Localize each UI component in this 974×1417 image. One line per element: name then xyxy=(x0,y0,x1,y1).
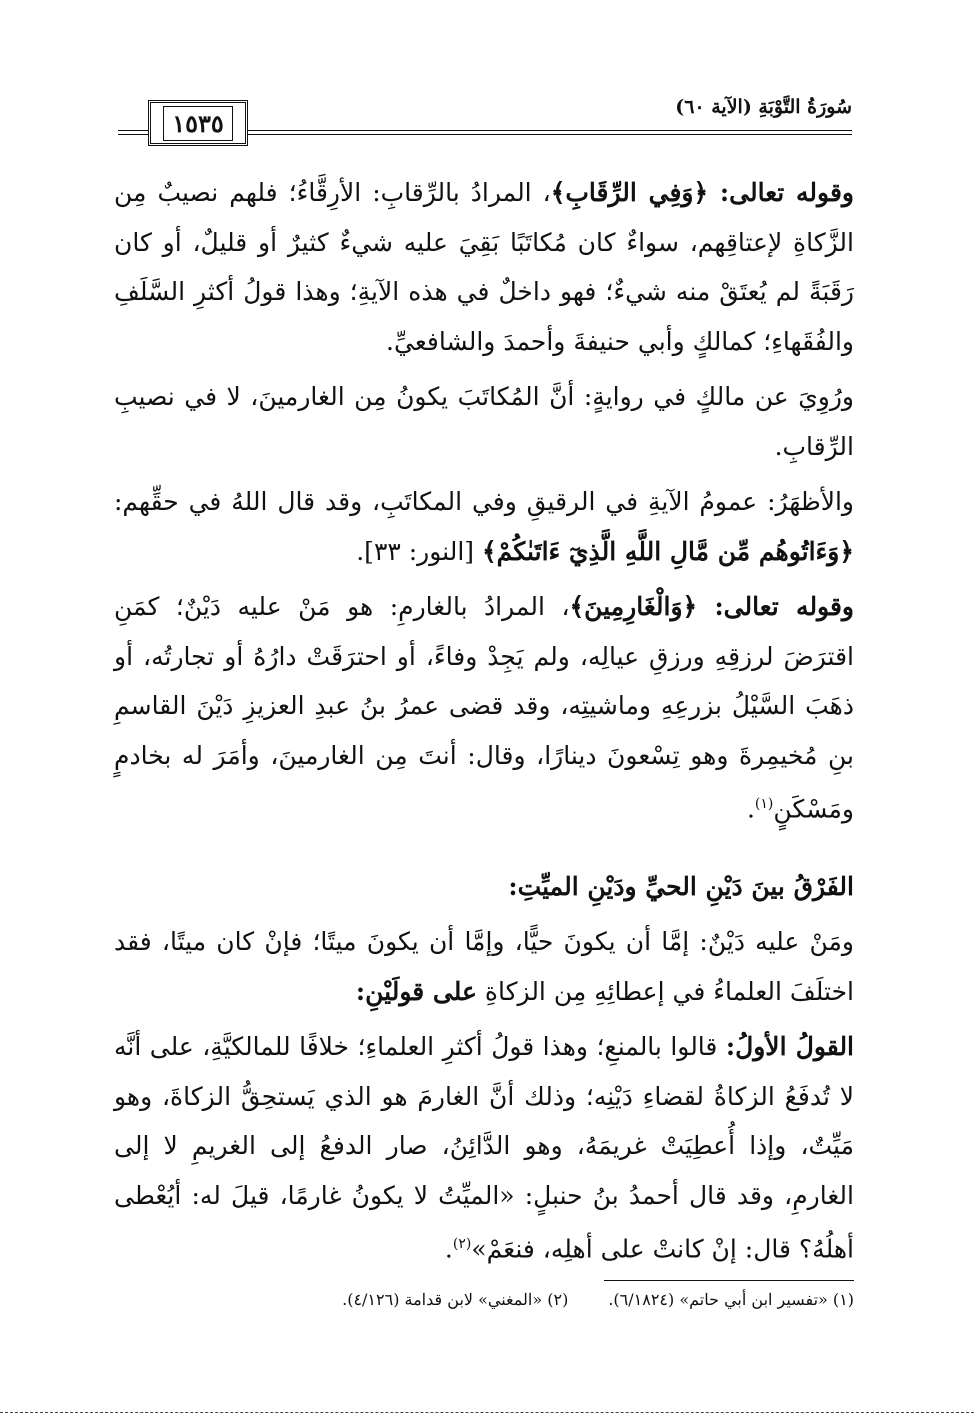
page-number-frame xyxy=(148,100,248,146)
main-text xyxy=(114,168,854,1280)
page-header xyxy=(118,96,852,146)
paragraph-text: ومَنْ عليه دَيْنٌ: إمَّا أن يكونَ حيًّا، وإمَّا أن يكونَ ميتًا؛ فإنْ كان ميتًا، فقد اختلَفَ العلماءُ في إعطائِهِ مِن الزكاةِ xyxy=(114,927,854,1006)
footnote-2: (٢) «المغني» لابن قدامة (٤/١٢٦). xyxy=(342,1290,569,1309)
bold-phrase: على قولَيْنِ: xyxy=(355,976,477,1006)
page-number: ١٥٣٥ xyxy=(163,106,233,141)
punctuation: . xyxy=(444,1234,453,1264)
paragraph-riqab xyxy=(114,168,854,366)
quran-quote: ﴿وَءَاتُوهُم مِّن مَّالِ اللَّهِ الَّذِيٓ ءَاتَىٰكُمْ﴾ xyxy=(481,536,854,566)
footnote-marker: (١) xyxy=(754,796,774,812)
opinion-label: القولُ الأولُ: xyxy=(725,1032,855,1062)
quran-reference: [النور: ٣٣]. xyxy=(356,536,475,566)
paragraph-text: ، المرادُ بالغارمِ: هو مَنْ عليه دَيْنٌ؛ كمَنِ اقترَضَ لرزقِهِ ورزقِ عيالِه، ولم يَجِدْ وفاءً، أو احترَقَتْ دارُهُ أو تجارتُه، أو ذهَبَ السَّيْلُ بزرعِهِ وماشيتِه، وقد قضى عمرُ بنُ عبدِ العزيزِ دَيْنَ القاسمِ بنِ مُخيمِرةَ وهو تِسْعونَ دينارًا، وقال: أنتَ مِن الغارمينَ، وأمَرَ له بخادمٍ ومَسْكَنٍ xyxy=(114,592,854,824)
section-heading: الفَرْقُ بينَ دَيْنِ الحيِّ ودَيْنِ الميِّتِ: xyxy=(508,871,854,901)
paragraph-text: قالوا بالمنعِ؛ وهذا قولُ أكثرِ العلماءِ؛ خلافًا للمالكيَّةِ، على أنَّه لا تُدفَعُ الزكاةُ لقضاءِ دَيْنِه؛ وذلك أنَّ الغارمَ هو الذي يَستحِقُّ الزكاةَ، وهو مَيِّتٌ، وإذا أُعطِيَتْ غريمَهُ، وهو الدَّائِنُ، صار الدفعُ إلى الغريمِ لا إلى الغارمِ، وقد قال أحمدُ بنُ حنبلٍ: «الميِّتُ لا يكونُ غارمًا، قيلَ له: أيُعْطى أهلُهُ؟ قال: إنْ كانتْ على أهلِه، فنعَمْ» xyxy=(114,1032,854,1264)
paragraph-text: ، المرادُ بالرِّقابِ: الأرِقَّاءُ؛ فلهم نصيبٌ مِن الزَّكاةِ لإعتاقِهم، سواءٌ كان مُكاتَبًا بَقِيَ عليه شيءٌ كثيرٌ أو قليلٌ، أو كان رَقَبَةً لم يُعتَقْ منه شيءٌ؛ فهو داخلٌ في هذه الآيةِ؛ وهذا قولُ أكثرِ السَّلَفِ والفُقَهاءِ؛ كمالكٍ وأبي حنيفةَ وأحمدَ والشافعيِّ. xyxy=(114,178,854,356)
footnote-1: (١) «تفسير ابن أبي حاتم» (٦/١٨٢٤). xyxy=(608,1290,854,1309)
paragraph-text: والأظهَرُ: عمومُ الآيةِ في الرقيقِ وفي المكاتَبِ، وقد قال اللهُ في حقِّهم: xyxy=(114,487,854,516)
paragraph-preferred-view xyxy=(114,477,854,576)
scan-edge-line xyxy=(0,1412,974,1413)
paragraph-living-dead xyxy=(114,917,854,1016)
paragraph-text: ورُوِيَ عن مالكٍ في روايةٍ: أنَّ المُكاتَبَ يكونُ مِن الغارمينَ، لا في نصيبِ الرِّقابِ. xyxy=(114,382,854,461)
paragraph-gharimin xyxy=(114,582,854,834)
verse-lead: وقوله تعالى: ﴿وَفِي الرِّقَابِ﴾ xyxy=(550,178,854,207)
footnotes xyxy=(114,1290,854,1309)
footnote-divider xyxy=(604,1280,854,1281)
verse-lead: وقوله تعالى: ﴿وَالْغَارِمِينَ﴾ xyxy=(569,592,855,621)
footnote-marker: (٢) xyxy=(452,1236,472,1253)
paragraph-malik-narration xyxy=(114,372,854,471)
punctuation: . xyxy=(746,794,755,824)
surah-title: سُورَةُ التَّوْبَةِ (الآية ٦٠) xyxy=(665,96,852,118)
paragraph-first-opinion xyxy=(114,1022,854,1274)
